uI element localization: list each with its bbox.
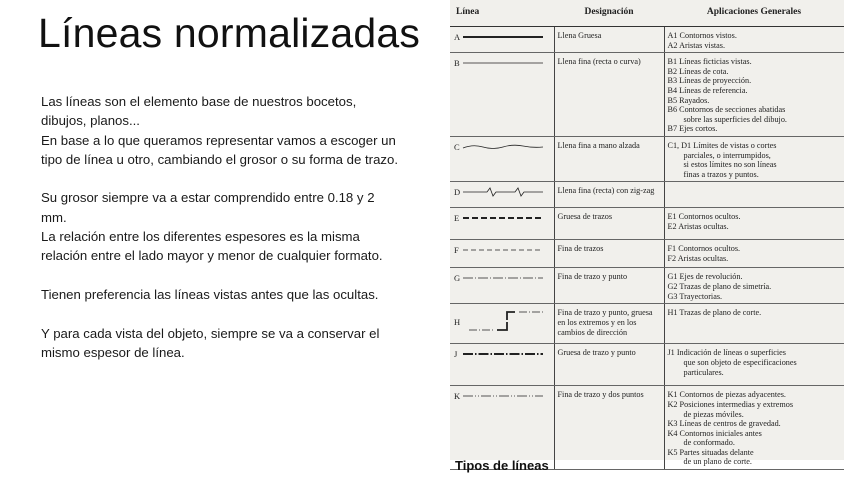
applications-cell (664, 53, 844, 137)
application-item: de piezas móviles. (683, 409, 744, 419)
designation-cell: Llena fina (recta o curva) (554, 53, 664, 137)
application-item: H1 Trazas de plano de corte. (667, 308, 762, 318)
table-row (450, 386, 844, 470)
applications-cell (664, 344, 844, 386)
slide-body (41, 92, 401, 381)
application-item: B6 Contornos de secciones abatidas (667, 105, 786, 115)
header-aplicaciones: Aplicaciones Generales (664, 0, 844, 27)
application-item: G1 Ejes de revolución. (667, 272, 743, 282)
application-item: B2 Líneas de cota. (667, 66, 729, 76)
line-sample-cell (450, 182, 554, 208)
application-item: que son objeto de especificaciones (683, 357, 797, 367)
application-item: K4 Contornos iniciales antes (667, 428, 762, 438)
designation-cell: Llena fina a mano alzada (554, 136, 664, 181)
applications-cell (664, 182, 844, 208)
table-row (450, 136, 844, 181)
application-item: E1 Contornos ocultos. (667, 212, 741, 222)
table-row (450, 208, 844, 240)
table-row (450, 240, 844, 268)
application-item: C1, D1 Límites de vistas o cortes (667, 140, 777, 150)
application-item: A1 Contornos vistos. (667, 31, 737, 40)
table-row (450, 27, 844, 53)
application-item: de un plano de corte. (683, 457, 752, 467)
line-code: H (454, 317, 461, 328)
application-item: si estos límites no son líneas (683, 160, 777, 170)
application-item: F2 Aristas ocultas. (667, 253, 729, 263)
applications-cell (664, 304, 844, 344)
application-item: de conformado. (683, 438, 735, 448)
table-row (450, 182, 844, 208)
paragraph-thickness: Su grosor siempre va a estar comprendido entre 0.18 y 2 mm. La relación entre los diferentes espesores es la misma relación entre el lado mayor y menor de cualquier formato. (41, 190, 383, 264)
designation-cell: Fina de trazo y punto, gruesa en los extremos y en los cambios de dirección (554, 304, 664, 344)
line-sample-dash-dot-thick (463, 348, 545, 363)
table-row (450, 268, 844, 304)
designation-cell: Fina de trazo y punto (554, 268, 664, 304)
application-item: parciales, o interrumpidos, (683, 150, 771, 160)
application-item: F1 Contornos ocultos. (667, 244, 741, 254)
application-item: B4 Líneas de referencia. (667, 85, 748, 95)
application-item: J1 Indicación de líneas o superficies (667, 348, 786, 358)
designation-cell: Fina de trazo y dos puntos (554, 386, 664, 470)
application-item: A2 Aristas vistas. (667, 40, 726, 50)
designation-cell: Fina de trazos (554, 240, 664, 268)
application-item: B5 Rayados. (667, 95, 710, 105)
line-code: F (454, 245, 459, 256)
paragraph-consistency: Y para cada vista del objeto, siempre se va a conservar el mismo espesor de línea. (41, 325, 380, 360)
table-header-row (450, 0, 844, 27)
application-item: K3 Líneas de centros de gravedad. (667, 419, 781, 429)
applications-cell (664, 240, 844, 268)
application-item: K1 Contornos de piezas adyacentes. (667, 390, 786, 400)
paragraph-intro: Las líneas son el elemento base de nuestros bocetos, dibujos, planos... En base a lo que queramos representar vamos a escoger un tipo de línea u otro, cambiando el grosor o su forma de trazo. (41, 94, 398, 167)
application-item: K5 Partes situadas delante (667, 447, 754, 457)
applications-cell (664, 27, 844, 53)
line-code: G (454, 273, 461, 284)
line-sample-solid-thick (463, 31, 545, 46)
application-item: E2 Aristas ocultas. (667, 221, 729, 231)
application-item: B7 Ejes cortos. (667, 124, 718, 134)
table-row (450, 53, 844, 137)
figure-caption: Tipos de líneas (455, 458, 549, 473)
table-body (450, 27, 844, 470)
line-sample-cell (450, 268, 554, 304)
line-sample-cell (450, 344, 554, 386)
line-sample-cell (450, 27, 554, 53)
designation-cell: Llena fina (recta) con zig-zag (554, 182, 664, 208)
applications-cell (664, 208, 844, 240)
line-types-table (450, 0, 844, 470)
paragraph-preference: Tienen preferencia las líneas vistas antes que las ocultas. (41, 286, 379, 302)
line-code: K (454, 391, 461, 402)
line-sample-cell (450, 53, 554, 137)
applications-cell (664, 136, 844, 181)
line-sample-cell (450, 304, 554, 344)
line-code: J (454, 349, 458, 360)
application-item: B1 Líneas ficticias vistas. (667, 57, 752, 67)
line-sample-zigzag (463, 186, 545, 201)
line-code: B (454, 58, 460, 69)
header-designacion: Designación (554, 0, 664, 27)
application-item: particulares. (683, 367, 724, 377)
line-code: A (454, 32, 461, 43)
line-code: D (454, 187, 461, 198)
application-item: B3 Líneas de proyección. (667, 76, 752, 86)
designation-cell: Gruesa de trazos (554, 208, 664, 240)
application-item: K2 Posiciones intermedias y extremos (667, 399, 794, 409)
line-sample-cell (450, 240, 554, 268)
application-item: sobre las superficies del dibujo. (683, 114, 787, 124)
line-sample-dash-dot-thin (463, 272, 545, 287)
header-linea: Línea (450, 0, 554, 27)
line-sample-cutting-plane (463, 308, 545, 339)
line-sample-dash-dot-dot (463, 390, 545, 405)
slide-title: Líneas normalizadas (38, 10, 421, 56)
designation-cell: Llena Gruesa (554, 27, 664, 53)
line-sample-cell (450, 208, 554, 240)
application-item: G3 Trayectorias. (667, 291, 723, 301)
table-row (450, 344, 844, 386)
table-row (450, 304, 844, 344)
line-sample-dashed-thick (463, 212, 545, 227)
line-sample-solid-thin (463, 57, 545, 72)
line-sample-dashed-thin (463, 244, 545, 259)
line-code: C (454, 142, 460, 153)
line-sample-freehand (463, 141, 545, 156)
applications-cell (664, 386, 844, 470)
application-item: finas a trazos y puntos. (683, 169, 759, 179)
applications-cell (664, 268, 844, 304)
line-sample-cell (450, 386, 554, 470)
line-code: E (454, 213, 460, 224)
application-item: G2 Trazas de plano de simetría. (667, 281, 772, 291)
designation-cell: Gruesa de trazo y punto (554, 344, 664, 386)
line-sample-cell (450, 136, 554, 181)
